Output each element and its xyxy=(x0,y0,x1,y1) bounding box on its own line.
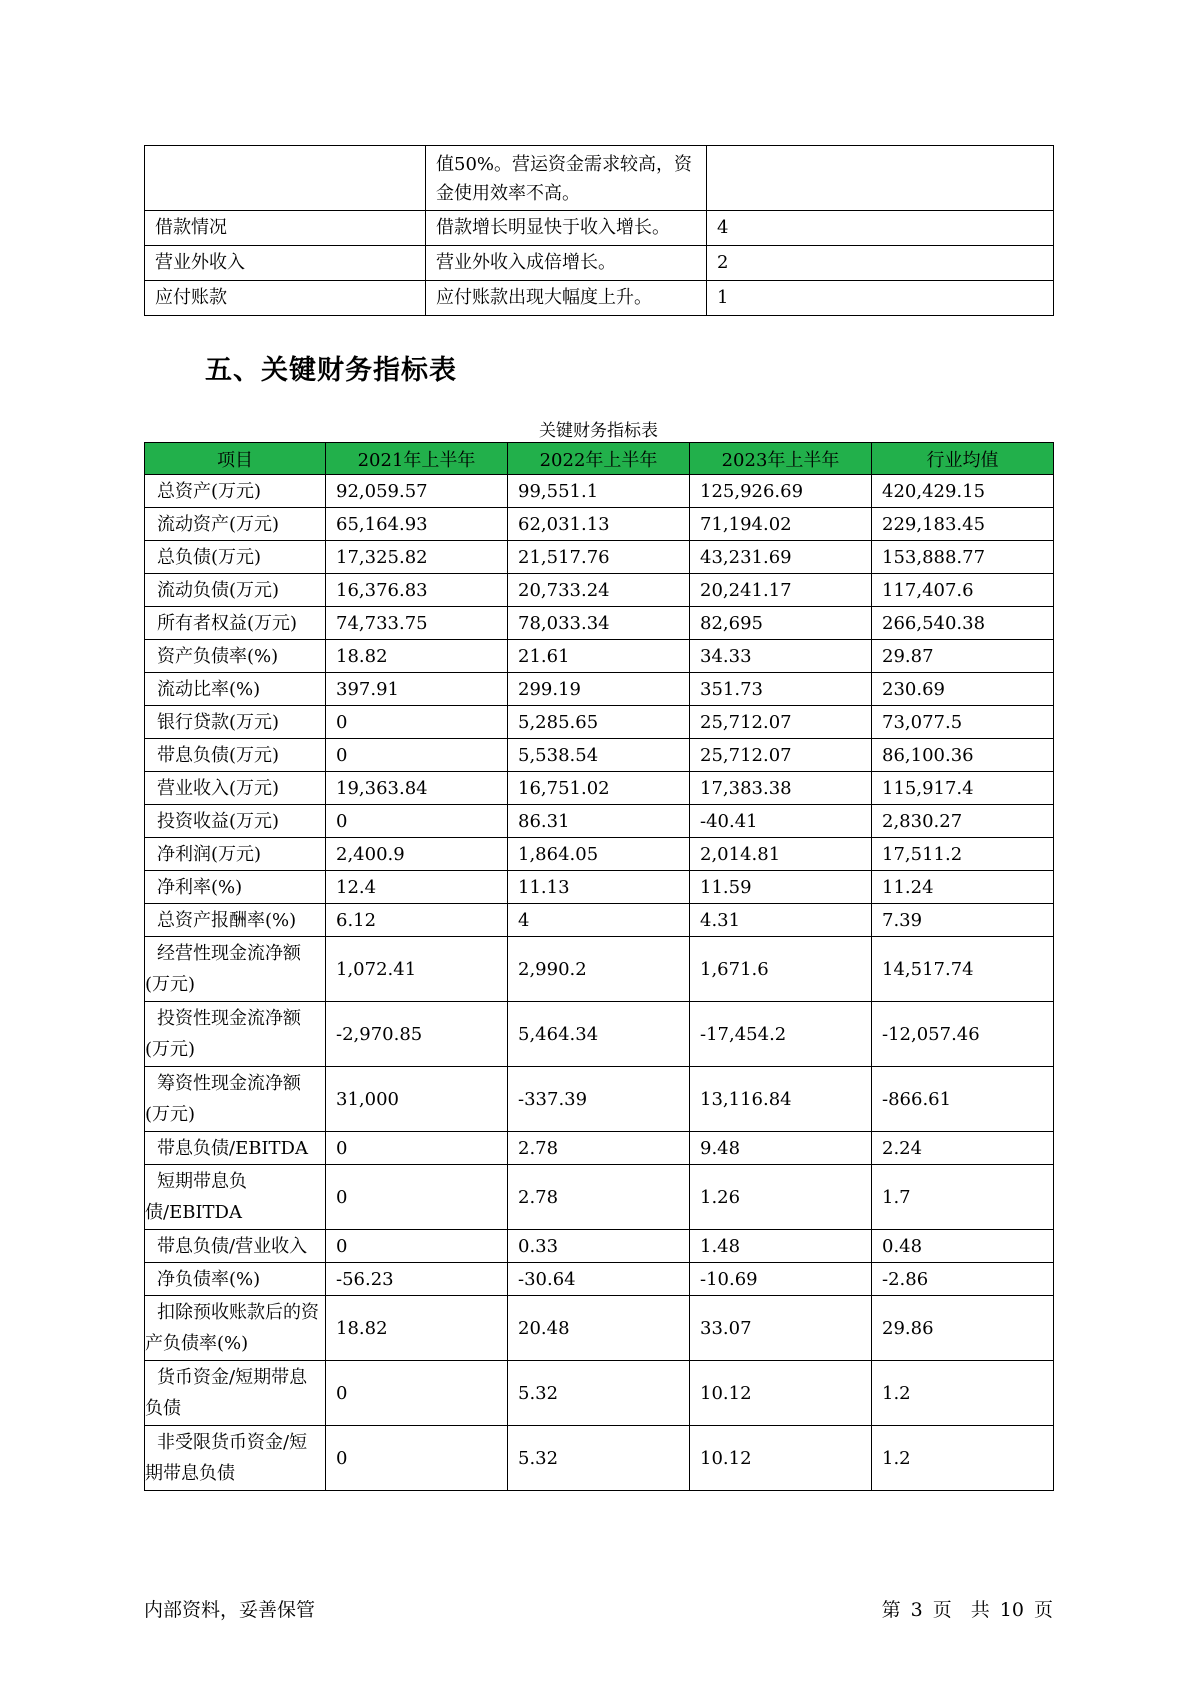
table-cell: 17,511.2 xyxy=(872,838,1054,871)
table-cell: 33.07 xyxy=(690,1296,872,1361)
footer-page-number: 第 3 页 共 10 页 xyxy=(881,1599,1053,1621)
table-cell: -866.61 xyxy=(872,1067,1054,1132)
table-cell: 20,733.24 xyxy=(508,574,690,607)
row-label: 短期带息负债/EBITDA xyxy=(145,1165,326,1230)
table-row xyxy=(145,508,1054,541)
table-cell: 2,014.81 xyxy=(690,838,872,871)
table-cell xyxy=(145,146,426,211)
table-cell: 1.7 xyxy=(872,1165,1054,1230)
table-cell: 0 xyxy=(326,1165,508,1230)
table-row xyxy=(145,772,1054,805)
table-cell: 14,517.74 xyxy=(872,937,1054,1002)
table-cell: 19,363.84 xyxy=(326,772,508,805)
table-cell: 29.86 xyxy=(872,1296,1054,1361)
table-cell: -56.23 xyxy=(326,1263,508,1296)
table-cell: 31,000 xyxy=(326,1067,508,1132)
row-label: 投资收益(万元) xyxy=(145,805,326,838)
table-cell: 11.13 xyxy=(508,871,690,904)
table-cell: 25,712.07 xyxy=(690,739,872,772)
table-cell: 12.4 xyxy=(326,871,508,904)
table-cell: 5,538.54 xyxy=(508,739,690,772)
column-header: 行业均值 xyxy=(872,443,1054,475)
column-header: 2021年上半年 xyxy=(326,443,508,475)
table-cell: 125,926.69 xyxy=(690,475,872,508)
table-cell: 25,712.07 xyxy=(690,706,872,739)
table-cell: 0 xyxy=(326,805,508,838)
table-row xyxy=(145,1067,1054,1132)
footer-confidential-note: 内部资料，妥善保管 xyxy=(144,1599,316,1621)
table-cell: 4.31 xyxy=(690,904,872,937)
table-cell: 20.48 xyxy=(508,1296,690,1361)
table-cell: 0 xyxy=(326,1230,508,1263)
table-cell: 62,031.13 xyxy=(508,508,690,541)
row-label: 筹资性现金流净额(万元) xyxy=(145,1067,326,1132)
table-cell: 153,888.77 xyxy=(872,541,1054,574)
table-cell: 20,241.17 xyxy=(690,574,872,607)
table-cell: 6.12 xyxy=(326,904,508,937)
row-label: 投资性现金流净额(万元) xyxy=(145,1002,326,1067)
table-cell: 2 xyxy=(707,246,1054,281)
table-row xyxy=(145,706,1054,739)
row-label: 资产负债率(%) xyxy=(145,640,326,673)
table-cell: 2,990.2 xyxy=(508,937,690,1002)
table-cell: 借款情况 xyxy=(145,211,426,246)
table-cell: -337.39 xyxy=(508,1067,690,1132)
row-label: 所有者权益(万元) xyxy=(145,607,326,640)
table-row xyxy=(145,211,1054,246)
table-cell: -2,970.85 xyxy=(326,1002,508,1067)
table-cell: 21,517.76 xyxy=(508,541,690,574)
row-label: 经营性现金流净额(万元) xyxy=(145,937,326,1002)
table-cell: 7.39 xyxy=(872,904,1054,937)
table-row xyxy=(145,1230,1054,1263)
table-cell: 17,325.82 xyxy=(326,541,508,574)
table-cell: 2.24 xyxy=(872,1132,1054,1165)
table-cell: -2.86 xyxy=(872,1263,1054,1296)
table-cell: 2.78 xyxy=(508,1132,690,1165)
table-cell: 1.2 xyxy=(872,1426,1054,1491)
table-cell: 0 xyxy=(326,1361,508,1426)
table-cell: 65,164.93 xyxy=(326,508,508,541)
row-label: 货币资金/短期带息负债 xyxy=(145,1361,326,1426)
table-row xyxy=(145,1132,1054,1165)
table-row xyxy=(145,1002,1054,1067)
table-cell: 78,033.34 xyxy=(508,607,690,640)
table-row xyxy=(145,541,1054,574)
table-cell: 1,671.6 xyxy=(690,937,872,1002)
table-cell: 230.69 xyxy=(872,673,1054,706)
table-cell: 1.48 xyxy=(690,1230,872,1263)
table-cell: 11.59 xyxy=(690,871,872,904)
table-cell: 351.73 xyxy=(690,673,872,706)
table-cell: 99,551.1 xyxy=(508,475,690,508)
table-header-row xyxy=(145,443,1054,475)
table-cell: 9.48 xyxy=(690,1132,872,1165)
table-cell: 86.31 xyxy=(508,805,690,838)
table-cell: 73,077.5 xyxy=(872,706,1054,739)
table-cell: -10.69 xyxy=(690,1263,872,1296)
table-cell: 82,695 xyxy=(690,607,872,640)
table-cell: 420,429.15 xyxy=(872,475,1054,508)
table-cell: -30.64 xyxy=(508,1263,690,1296)
table-cell: 115,917.4 xyxy=(872,772,1054,805)
table-cell: 5.32 xyxy=(508,1426,690,1491)
table-row xyxy=(145,1426,1054,1491)
table-cell: 29.87 xyxy=(872,640,1054,673)
table-row xyxy=(145,607,1054,640)
column-header: 2022年上半年 xyxy=(508,443,690,475)
table-cell: 71,194.02 xyxy=(690,508,872,541)
table-cell: 值50%。营运资金需求较高，资金使用效率不高。 xyxy=(426,146,707,211)
table-row xyxy=(145,1296,1054,1361)
risk-table xyxy=(144,145,1054,316)
table-row xyxy=(145,574,1054,607)
table-row xyxy=(145,1361,1054,1426)
table-cell: 5.32 xyxy=(508,1361,690,1426)
column-header: 项目 xyxy=(145,443,326,475)
table-cell: 0 xyxy=(326,706,508,739)
table-cell: 10.12 xyxy=(690,1426,872,1491)
table-cell: 4 xyxy=(508,904,690,937)
table-cell: 117,407.6 xyxy=(872,574,1054,607)
row-label: 带息负债/EBITDA xyxy=(145,1132,326,1165)
table-cell: 266,540.38 xyxy=(872,607,1054,640)
table-cell: 34.33 xyxy=(690,640,872,673)
column-header: 2023年上半年 xyxy=(690,443,872,475)
row-label: 净负债率(%) xyxy=(145,1263,326,1296)
table-cell: 299.19 xyxy=(508,673,690,706)
table-cell: 1,072.41 xyxy=(326,937,508,1002)
row-label: 净利率(%) xyxy=(145,871,326,904)
table-cell: 2,830.27 xyxy=(872,805,1054,838)
table-cell: 16,751.02 xyxy=(508,772,690,805)
table-cell: 应付账款 xyxy=(145,281,426,316)
row-label: 总资产报酬率(%) xyxy=(145,904,326,937)
table-cell: 应付账款出现大幅度上升。 xyxy=(426,281,707,316)
table-cell: 2.78 xyxy=(508,1165,690,1230)
table-row xyxy=(145,1263,1054,1296)
table-cell: 13,116.84 xyxy=(690,1067,872,1132)
table-cell: 21.61 xyxy=(508,640,690,673)
row-label: 净利润(万元) xyxy=(145,838,326,871)
table-cell: -17,454.2 xyxy=(690,1002,872,1067)
table-row xyxy=(145,146,1054,211)
row-label: 流动负债(万元) xyxy=(145,574,326,607)
table-cell: 1.2 xyxy=(872,1361,1054,1426)
table-caption: 关键财务指标表 xyxy=(539,421,658,441)
row-label: 流动资产(万元) xyxy=(145,508,326,541)
kpi-table xyxy=(144,442,1054,1491)
table-cell: 0.48 xyxy=(872,1230,1054,1263)
table-cell: 397.91 xyxy=(326,673,508,706)
table-cell: 229,183.45 xyxy=(872,508,1054,541)
table-cell: 1 xyxy=(707,281,1054,316)
table-row xyxy=(145,739,1054,772)
table-cell: 0.33 xyxy=(508,1230,690,1263)
table-cell: 43,231.69 xyxy=(690,541,872,574)
table-row xyxy=(145,805,1054,838)
table-cell: 4 xyxy=(707,211,1054,246)
table-row xyxy=(145,281,1054,316)
table-cell: 营业外收入 xyxy=(145,246,426,281)
table-cell: -12,057.46 xyxy=(872,1002,1054,1067)
table-cell: 16,376.83 xyxy=(326,574,508,607)
table-cell: 86,100.36 xyxy=(872,739,1054,772)
row-label: 营业收入(万元) xyxy=(145,772,326,805)
row-label: 带息负债(万元) xyxy=(145,739,326,772)
table-row xyxy=(145,838,1054,871)
table-cell: -40.41 xyxy=(690,805,872,838)
table-row xyxy=(145,673,1054,706)
table-cell: 17,383.38 xyxy=(690,772,872,805)
table-cell: 74,733.75 xyxy=(326,607,508,640)
row-label: 带息负债/营业收入 xyxy=(145,1230,326,1263)
table-cell: 92,059.57 xyxy=(326,475,508,508)
table-row xyxy=(145,871,1054,904)
table-cell: 0 xyxy=(326,1132,508,1165)
table-cell: 营业外收入成倍增长。 xyxy=(426,246,707,281)
kpi-table-body xyxy=(145,475,1054,1491)
row-label: 总资产(万元) xyxy=(145,475,326,508)
table-row xyxy=(145,475,1054,508)
table-cell: 18.82 xyxy=(326,640,508,673)
table-cell: 11.24 xyxy=(872,871,1054,904)
table-cell: 5,464.34 xyxy=(508,1002,690,1067)
table-cell: 2,400.9 xyxy=(326,838,508,871)
row-label: 非受限货币资金/短期带息负债 xyxy=(145,1426,326,1491)
table-row xyxy=(145,1165,1054,1230)
table-cell: 借款增长明显快于收入增长。 xyxy=(426,211,707,246)
table-row xyxy=(145,640,1054,673)
table-cell: 10.12 xyxy=(690,1361,872,1426)
table-cell: 1,864.05 xyxy=(508,838,690,871)
table-row xyxy=(145,937,1054,1002)
table-cell: 0 xyxy=(326,739,508,772)
row-label: 扣除预收账款后的资产负债率(%) xyxy=(145,1296,326,1361)
table-cell: 0 xyxy=(326,1426,508,1491)
section-heading: 五、关键财务指标表 xyxy=(205,355,457,386)
table-cell: 1.26 xyxy=(690,1165,872,1230)
row-label: 银行贷款(万元) xyxy=(145,706,326,739)
table-row xyxy=(145,246,1054,281)
table-cell: 5,285.65 xyxy=(508,706,690,739)
table-row xyxy=(145,904,1054,937)
table-cell xyxy=(707,146,1054,211)
table-cell: 18.82 xyxy=(326,1296,508,1361)
row-label: 总负债(万元) xyxy=(145,541,326,574)
row-label: 流动比率(%) xyxy=(145,673,326,706)
